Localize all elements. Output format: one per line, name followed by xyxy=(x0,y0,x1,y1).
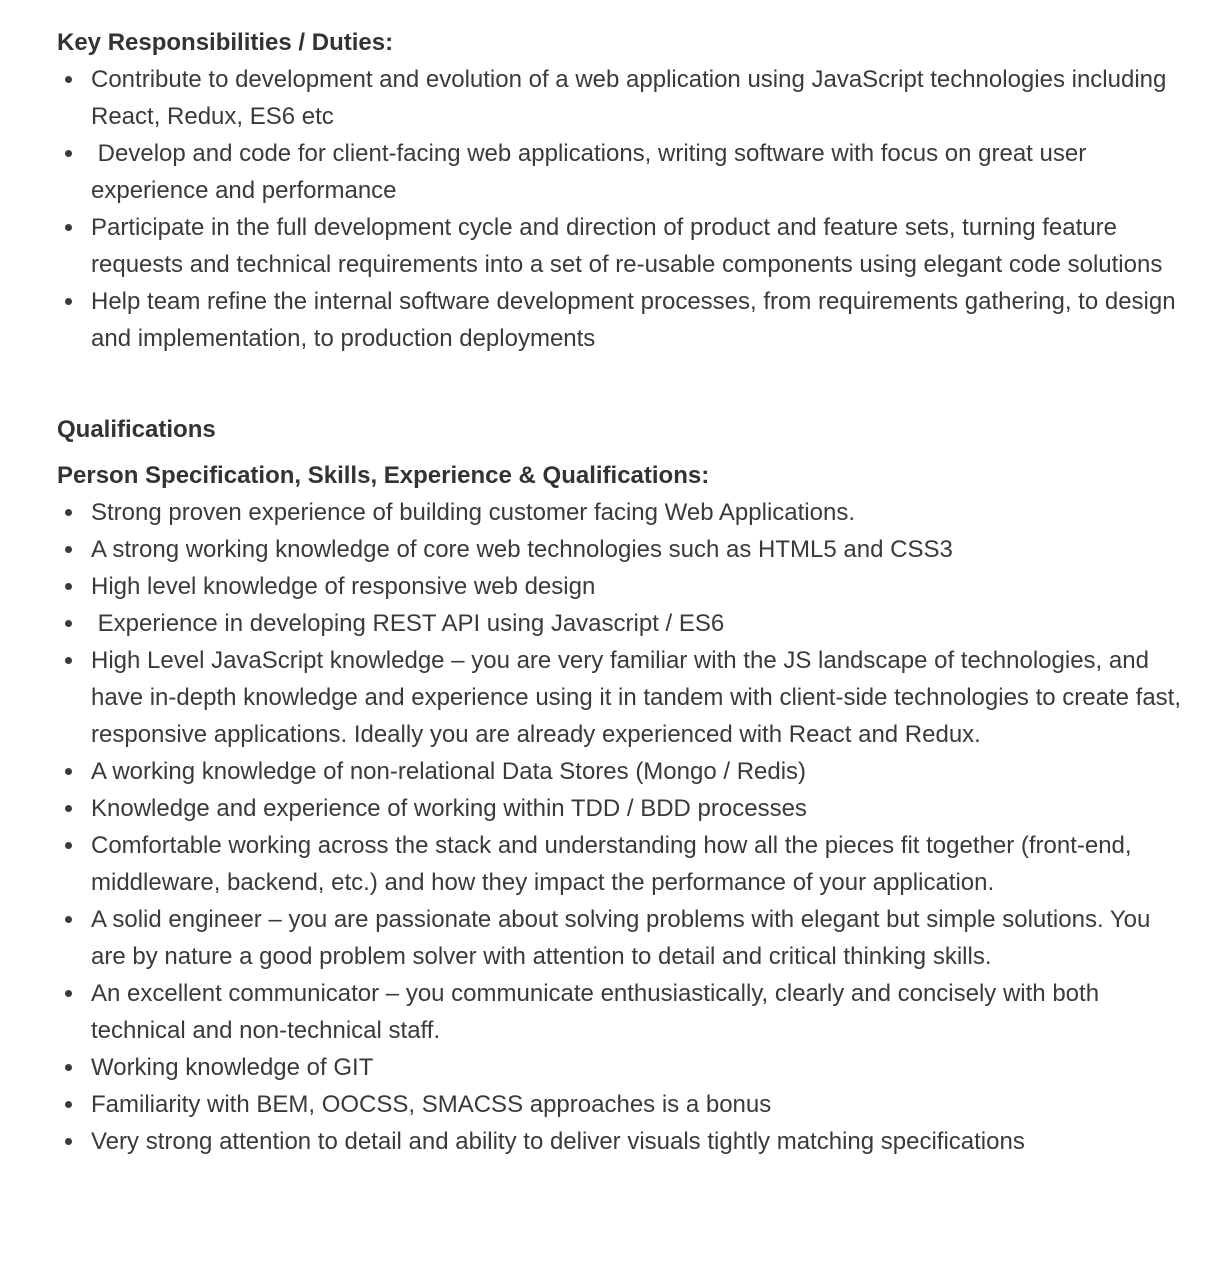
list-item xyxy=(57,975,1187,1049)
list-item-text: Familiarity with BEM, OOCSS, SMACSS approaches is a bonus xyxy=(91,1091,772,1118)
bullet-icon xyxy=(65,842,72,849)
list-item xyxy=(57,531,1187,568)
bullet-icon xyxy=(65,76,72,83)
list-item-text: A strong working knowledge of core web technologies such as HTML5 and CSS3 xyxy=(91,536,953,563)
list-item-text: A solid engineer – you are passionate about solving problems with elegant but simple solutions. You are by nature a good problem solver with attention to detail and critical thinking skills. xyxy=(91,906,1151,970)
qualifications-subheading: Person Specification, Skills, Experience & Qualifications: xyxy=(57,462,710,489)
bullet-icon xyxy=(65,583,72,590)
list-item-text: Knowledge and experience of working within TDD / BDD processes xyxy=(91,795,807,822)
list-item-text: High level knowledge of responsive web design xyxy=(91,573,596,600)
list-item xyxy=(57,209,1187,283)
list-item xyxy=(57,568,1187,605)
bullet-icon xyxy=(65,546,72,553)
list-item xyxy=(57,753,1187,790)
responsibilities-heading: Key Responsibilities / Duties: xyxy=(57,29,394,56)
bullet-icon xyxy=(65,150,72,157)
bullet-icon xyxy=(65,768,72,775)
list-item xyxy=(57,135,1187,209)
bullet-icon xyxy=(65,298,72,305)
list-item-text: An excellent communicator – you communicate enthusiastically, clearly and concisely with both technical and non-technical staff. xyxy=(91,980,1100,1044)
list-item xyxy=(57,61,1187,135)
bullet-icon xyxy=(65,620,72,627)
list-item xyxy=(57,283,1187,357)
list-item-text: Experience in developing REST API using Javascript / ES6 xyxy=(91,610,725,637)
list-item-text: Working knowledge of GIT xyxy=(91,1054,374,1081)
list-item xyxy=(57,827,1187,901)
responsibilities-list xyxy=(57,61,1187,357)
list-item-text: Participate in the full development cycle and direction of product and feature sets, turning feature requests and technical requirements into a set of re-usable components using elegant code solutions xyxy=(91,214,1163,278)
list-item-text: A working knowledge of non-relational Data Stores (Mongo / Redis) xyxy=(91,758,807,785)
bullet-icon xyxy=(65,1138,72,1145)
list-item xyxy=(57,790,1187,827)
list-item xyxy=(57,1123,1187,1160)
list-item-text: Strong proven experience of building customer facing Web Applications. xyxy=(91,499,856,526)
bullet-icon xyxy=(65,224,72,231)
qualifications-heading: Qualifications xyxy=(57,416,216,443)
bullet-icon xyxy=(65,509,72,516)
bullet-icon xyxy=(65,1064,72,1071)
list-item-text: Help team refine the internal software development processes, from requirements gathering, to design and implementation, to production deployments xyxy=(91,288,1176,352)
list-item xyxy=(57,605,1187,642)
list-item-text: Contribute to development and evolution of a web application using JavaScript technologies including React, Redux, ES6 etc xyxy=(91,66,1167,130)
bullet-icon xyxy=(65,990,72,997)
list-item-text: Very strong attention to detail and ability to deliver visuals tightly matching specifications xyxy=(91,1128,1025,1155)
list-item-text: Develop and code for client-facing web applications, writing software with focus on great user experience and performance xyxy=(91,140,1087,204)
list-item xyxy=(57,1049,1187,1086)
list-item-text: High Level JavaScript knowledge – you are very familiar with the JS landscape of technologies, and have in-depth knowledge and experience using it in tandem with client-side technologies to create fast, responsive applications. Ideally you are already experienced with React and Redux. xyxy=(91,647,1181,748)
bullet-icon xyxy=(65,805,72,812)
list-item xyxy=(57,494,1187,531)
list-item xyxy=(57,901,1187,975)
qualifications-list xyxy=(57,494,1187,1160)
bullet-icon xyxy=(65,657,72,664)
bullet-icon xyxy=(65,1101,72,1108)
bullet-icon xyxy=(65,916,72,923)
list-item-text: Comfortable working across the stack and understanding how all the pieces fit together (front-end, middleware, backend, etc.) and how they impact the performance of your application. xyxy=(91,832,1132,896)
list-item xyxy=(57,1086,1187,1123)
list-item xyxy=(57,642,1187,753)
